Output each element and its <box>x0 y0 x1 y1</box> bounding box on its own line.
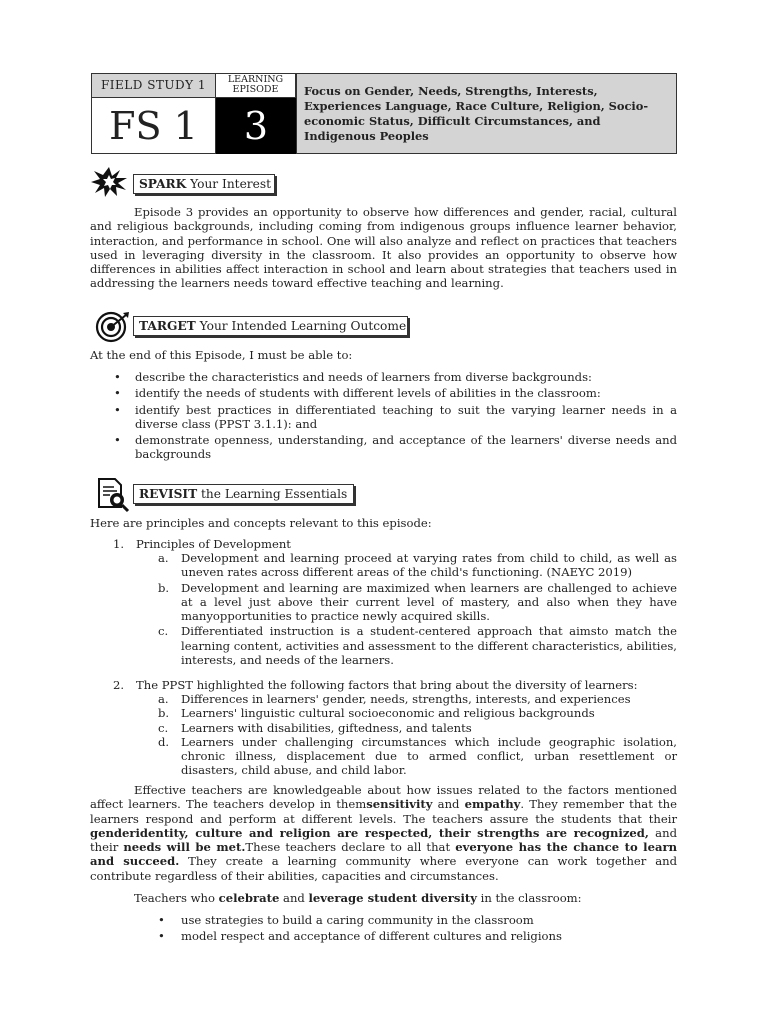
episode-number: 3 <box>216 98 296 154</box>
item1-sublist <box>158 551 677 667</box>
list-item <box>158 706 677 720</box>
para-emphasis: everyone has the chance to learn and succeed. <box>90 840 677 869</box>
para-text: Effective teachers are knowledgeable about how issues related to the factors mentioned affect learners. The teachers develop in them <box>90 783 677 812</box>
list-item-letter: a. <box>158 551 169 565</box>
para-text: These teachers declare to all that <box>245 840 456 855</box>
item2-sublist <box>158 692 677 778</box>
target-bullet-list <box>114 370 677 462</box>
leverage-intro <box>134 891 582 905</box>
list-item <box>158 624 677 667</box>
para-text: They create a learning community where everyone can work together and contribute regardless of their abilities, capacities and circumstances. <box>90 854 677 883</box>
list-item-letter: a. <box>158 692 169 706</box>
list-item <box>158 692 677 706</box>
list-item-text: Learners with disabilities, giftedness, and talents <box>181 720 472 735</box>
list-item-text: model respect and acceptance of different cultures and religions <box>181 929 562 943</box>
header-table <box>91 73 677 154</box>
leverage-bullet-list <box>158 912 677 944</box>
lev-text: and <box>279 891 309 905</box>
list-item: • use strategies to build a caring community in the classroom <box>158 913 534 927</box>
list-item-letter: d. <box>158 734 170 749</box>
spark-icon <box>89 166 129 198</box>
effective-teachers-paragraph <box>90 783 677 883</box>
revisit-banner <box>133 484 354 504</box>
revisit-document-icon <box>96 477 130 513</box>
list-item <box>158 581 677 624</box>
list-item-text: Differences in learners' gender, needs, strengths, interests, and experiences <box>181 692 631 706</box>
revisit-bold: REVISIT <box>139 487 198 501</box>
target-icon <box>95 311 131 343</box>
lev-emphasis: celebrate <box>218 891 280 905</box>
list-item-text: Differentiated instruction is a student-centered approach that aimsto match the learning content, activities and assessment to the different characteristics, abilities, interests, and needs of the learners. <box>181 624 677 668</box>
learning-episode-line1: LEARNING <box>227 74 284 85</box>
item1-number: 1. <box>113 537 125 551</box>
list-item: • model respect and acceptance of different cultures and religions <box>158 929 562 943</box>
list-item-text: Learners under challenging circumstances which include geographic isolation, chronic illness, displacement due to armed conflict, urban resettlement or disasters, child abuse, and child labor. <box>181 734 677 778</box>
target-banner <box>133 316 408 336</box>
list-item <box>158 551 677 580</box>
learning-episode-line2: EPISODE <box>232 84 279 95</box>
list-item-text: describe the characteristics and needs of learners from diverse backgrounds: <box>135 370 592 384</box>
fs-code: FS 1 <box>92 98 216 154</box>
para-emphasis: needs will be met. <box>123 840 246 855</box>
list-item <box>158 735 677 778</box>
list-item-text: Development and learning are maximized when learners are challenged to achieve at a level just above their current level of mastery, and also when they have manyopportunities to practice newly acquired skills. <box>181 580 677 624</box>
target-bold: TARGET <box>139 319 196 333</box>
spark-rest: Your Interest <box>186 177 271 191</box>
revisit-intro: Here are principles and concepts relevant to this episode: <box>90 516 432 530</box>
field-study-label: FIELD STUDY 1 <box>92 74 216 98</box>
para-text: and their <box>90 825 677 855</box>
lev-text: in the classroom: <box>476 891 582 905</box>
list-item-text: Development and learning proceed at varying rates from child to child, as well as uneven rates across different areas of the child's functioning. (NAEYC 2019) <box>181 551 677 580</box>
para-text: . They remember that the learners respond and perform at different levels. The teachers assure the students that their <box>90 797 677 826</box>
list-item-letter: c. <box>158 624 169 639</box>
spark-banner <box>133 174 275 194</box>
list-item-text: demonstrate openness, understanding, and acceptance of the learners' diverse needs and backgrounds <box>135 433 677 462</box>
lev-text: Teachers who <box>134 891 219 905</box>
learning-episode-label <box>216 74 296 98</box>
revisit-rest: the Learning Essentials <box>197 487 348 501</box>
list-item <box>158 721 677 735</box>
item2-title: The PPST highlighted the following factors that bring about the diversity of learners: <box>136 678 638 692</box>
para-emphasis: empathy <box>464 797 521 812</box>
focus-title: Focus on Gender, Needs, Strengths, Interests, Experiences Language, Race Culture, Religion, Socio-economic Status, Difficult Circumstances, and Indigenous Peoples <box>296 74 676 153</box>
item2-number: 2. <box>113 678 125 692</box>
list-item-text: identify best practices in differentiated teaching to suit the varying learner needs in a diverse class (PPST 3.1.1): and <box>135 402 677 431</box>
spark-bold: SPARK <box>139 177 187 191</box>
para-emphasis: sensitivity <box>366 797 433 812</box>
list-item-text: Learners' linguistic cultural socioeconomic and religious backgrounds <box>181 706 595 721</box>
list-item: • describe the characteristics and needs of learners from diverse backgrounds: <box>114 370 592 384</box>
spark-paragraph: Episode 3 provides an opportunity to observe how differences and gender, racial, cultural and religious backgrounds, including coming from indigenous groups influence learner behavior, interaction, and performance in school. One will also analyze and reflect on practices that teachers used in leveraging diversity in the classroom. It also provides an opportunity to observe how differences in abilities affect interaction in school and learn about strategies that teachers used in addressing the learners needs toward effective teaching and learning. <box>90 205 677 291</box>
list-item: • identify the needs of students with different levels of abilities in the classroom: <box>114 386 601 401</box>
list-item-text: identify the needs of students with different levels of abilities in the classroom: <box>135 386 601 401</box>
target-intro: At the end of this Episode, I must be able to: <box>90 348 353 362</box>
list-item-letter: c. <box>158 720 169 735</box>
list-item-letter: b. <box>158 580 170 595</box>
para-text: and <box>432 797 465 812</box>
lev-emphasis: leverage student diversity <box>308 891 477 905</box>
item1-title: Principles of Development <box>136 537 291 551</box>
list-item: • demonstrate openness, understanding, and acceptance of the learners' diverse needs and backgrounds <box>114 433 677 462</box>
para-emphasis: genderidentity, culture and religion are respected, their strengths are recognized, <box>90 825 649 840</box>
list-item-letter: b. <box>158 706 170 721</box>
list-item: • identify best practices in differentiated teaching to suit the varying learner needs in a diverse class (PPST 3.1.1): and <box>114 402 677 431</box>
target-rest: Your Intended Learning Outcome <box>195 319 407 333</box>
list-item-text: use strategies to build a caring community in the classroom <box>181 913 534 927</box>
